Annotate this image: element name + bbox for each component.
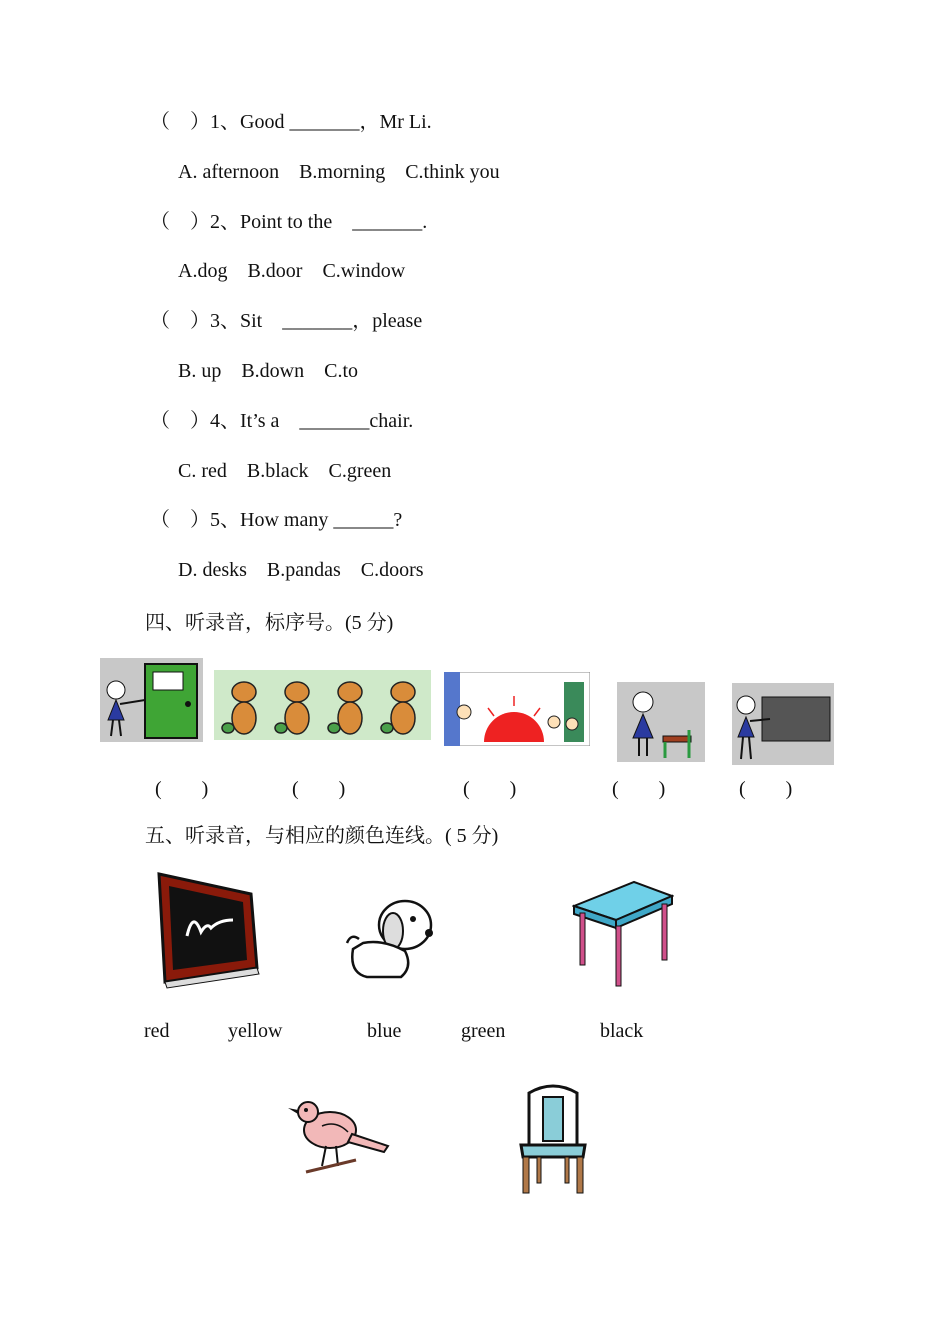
- boy-pointing-door-icon: [100, 658, 203, 742]
- blackboard-icon: [153, 870, 263, 990]
- classroom-sunrise-icon: [444, 672, 590, 746]
- boy-pointing-blackboard-icon: [732, 683, 834, 765]
- question-options: B. up B.down C.to: [178, 360, 359, 382]
- question-stem: （ ）4、It’s a _______chair.: [150, 410, 414, 432]
- section5-title: 五、听录音，与相应的颜色连线。( 5 分): [145, 825, 499, 847]
- question-options: A.dog B.door C.window: [178, 260, 406, 282]
- section4-title: 四、听录音，标序号。(5 分): [145, 612, 394, 634]
- dog-icon: [343, 893, 451, 985]
- color-label: blue: [367, 1020, 402, 1042]
- color-label: red: [144, 1020, 170, 1042]
- desk-icon: [572, 880, 674, 990]
- question-options: C. red B.black C.green: [178, 460, 392, 482]
- question-stem: （ ）5、How many ______?: [150, 509, 403, 531]
- four-dogs-icon: [214, 670, 431, 740]
- answer-blank[interactable]: ( ): [463, 778, 517, 800]
- question-options: A. afternoon B.morning C.think you: [178, 161, 500, 183]
- question-stem: （ ）2、Point to the _______.: [150, 211, 428, 233]
- chair-icon: [517, 1083, 589, 1195]
- color-label: yellow: [228, 1020, 283, 1042]
- answer-blank[interactable]: ( ): [155, 778, 209, 800]
- boy-sitting-chair-icon: [617, 682, 705, 762]
- answer-blank[interactable]: ( ): [739, 778, 793, 800]
- question-stem: （ ）1、Good _______，Mr Li.: [150, 111, 432, 133]
- answer-blank[interactable]: ( ): [612, 778, 666, 800]
- question-stem: （ ）3、Sit _______，please: [150, 310, 423, 332]
- color-label: green: [461, 1020, 506, 1042]
- color-label: black: [600, 1020, 644, 1042]
- question-options: D. desks B.pandas C.doors: [178, 559, 424, 581]
- bird-icon: [286, 1090, 390, 1182]
- answer-blank[interactable]: ( ): [292, 778, 346, 800]
